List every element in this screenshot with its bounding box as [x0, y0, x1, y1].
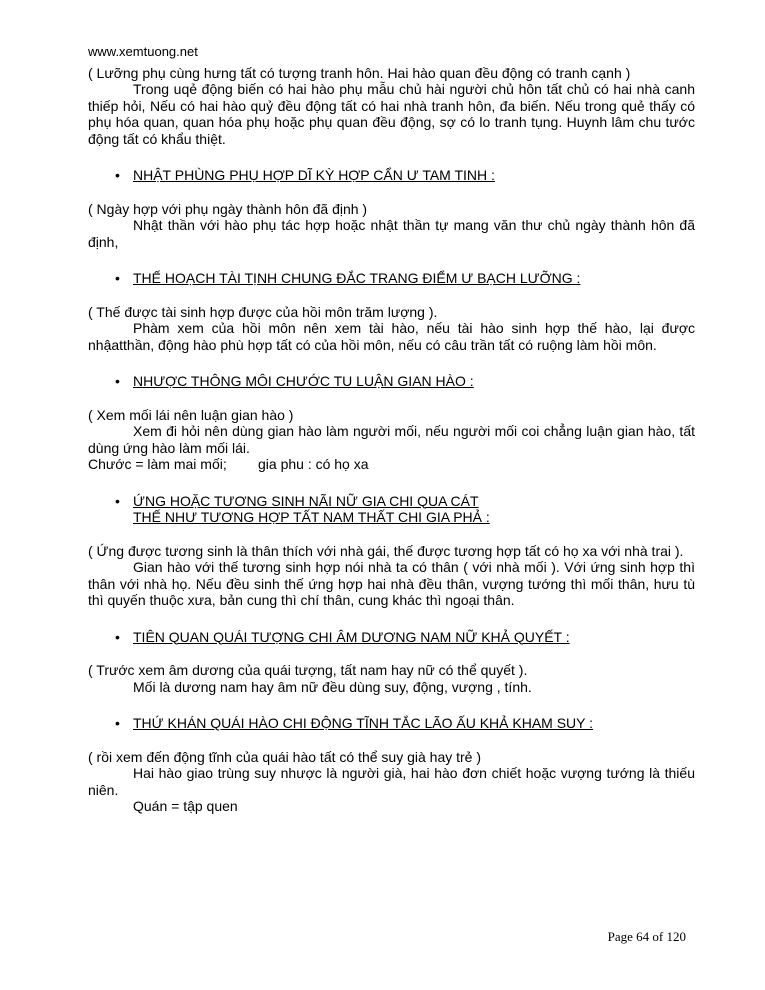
gloss-line: Chước = làm mai mối; gia phu : có họ xa [88, 456, 369, 472]
document-page [88, 44, 695, 815]
section-heading: • THẾ HOẠCH TÀI TỊNH CHUNG ĐẮC TRANG ĐIỂM Ư BẠCH LƯỠNG : [115, 270, 581, 286]
section-note: ( Xem mối lái nên luận gian hào ) [88, 406, 294, 423]
section-note: ( rồi xem đến động tĩnh của quái hào tất có thể suy già hay trẻ ) [88, 748, 482, 765]
bullet-icon: • [115, 270, 120, 286]
bullet-icon: • [115, 167, 120, 183]
bullet-icon: • [115, 628, 120, 645]
section-note: ( Lưỡng phụ cùng hưng tất có tượng tranh hôn. Hai hào quan đều động có tranh cạnh ) [88, 64, 631, 81]
section-body: Phàm xem của hồi môn nên xem tài hào, nếu tài hào sinh hợp thế hào, lại được nhậatthần, động hào phù hợp tất có của hồi môn, nếu có câu trần tất có ruộng làm hồi môn. [88, 320, 695, 353]
section-note: ( Trước xem âm dương của quái tượng, tất nam hay nữ có thể quyết ). [88, 662, 528, 678]
bullet-icon: • [115, 492, 120, 509]
gloss-line: Quán = tập quen [133, 798, 238, 814]
bullet-icon: • [115, 715, 120, 731]
section-note: ( Thế được tài sinh hợp được của hồi môn trăm lượng ). [88, 303, 438, 320]
bullet-icon: • [115, 373, 120, 389]
section-body: Xem đi hỏi nên dùng gian hào làm người mối, nếu người mối coi chẳng luận gian hào, tất dùng ứng hào làm mối lái. [88, 423, 695, 456]
section-body: Nhật thần với hào phụ tác hợp hoặc nhật thần tự mang văn thư chủ ngày thành hôn đã định, [88, 217, 695, 250]
section-body: Hai hào giao trùng suy nhược là người già, hai hào đơn chiết hoặc vượng tướng là thiếu niên. [88, 765, 695, 798]
site-url[interactable]: www.xemtuong.net [88, 44, 198, 59]
section-heading: • THỨ KHÁN QUÁI HÀO CHI ĐỘNG TĨNH TẮC LÃO ẤU KHẢ KHAM SUY : [115, 715, 594, 731]
section-body: Mối là dương nam hay âm nữ đều dùng suy, động, vượng , tính. [133, 678, 532, 695]
page-number: Page 64 of 120 [607, 929, 686, 944]
section-body: Gian hào với thế tương sinh hợp nói nhà ta có thân ( với nhà mối ). Với ứng sinh hợp thì thân với nhà họ. Nếu đều sinh thế ứng hợp hai nhà đều thân, vượng tướng thì mối thân, hưu tù thì quyến thuộc xưa, bản cung thì chí thân, cung khác thì ngoại thân. [88, 559, 695, 608]
section-body: Trong uqẻ động biến có hai hào phụ mẫu chủ hài người chủ hôn tất chủ có hai nhà canh thiếp hỏi, Nếu có hai hào quỷ đều động tất có hai nhà tranh hôn, đa biến. Nếu trong quẻ thấy có phụ hóa quan, quan hóa phụ hoặc phụ quan đều động, sợ có lo tranh tụng. Huynh lâm chu tước động tất có khẩu thiệt. [88, 81, 695, 147]
section-note: ( Ứng được tương sinh là thân thích với nhà gái, thế được tương hợp tất có họ xa với nhà trai ). [88, 542, 684, 559]
section-heading: • NHƯỢC THÔNG MÔI CHƯỚC TU LUẬN GIAN HÀO : [115, 373, 474, 389]
section-note: ( Ngày hợp với phụ ngày thành hôn đã định ) [88, 200, 368, 217]
section-heading: • TIÊN QUAN QUÁI TƯỢNG CHI ÂM DƯƠNG NAM NỮ KHẢ QUYẾT : [115, 628, 570, 645]
section-heading: • NHẬT PHÙNG PHỤ HỢP DĨ KỲ HỢP CẨN Ư TAM TINH : [115, 167, 495, 183]
section-heading: • ỨNG HOẶC TƯƠNG SINH NÃI NỮ GIA CHI QUA CÁT THẾ NHƯ TƯƠNG HỢP TẤT NAM THẤT CHI GIA PHẢ : [115, 492, 490, 525]
